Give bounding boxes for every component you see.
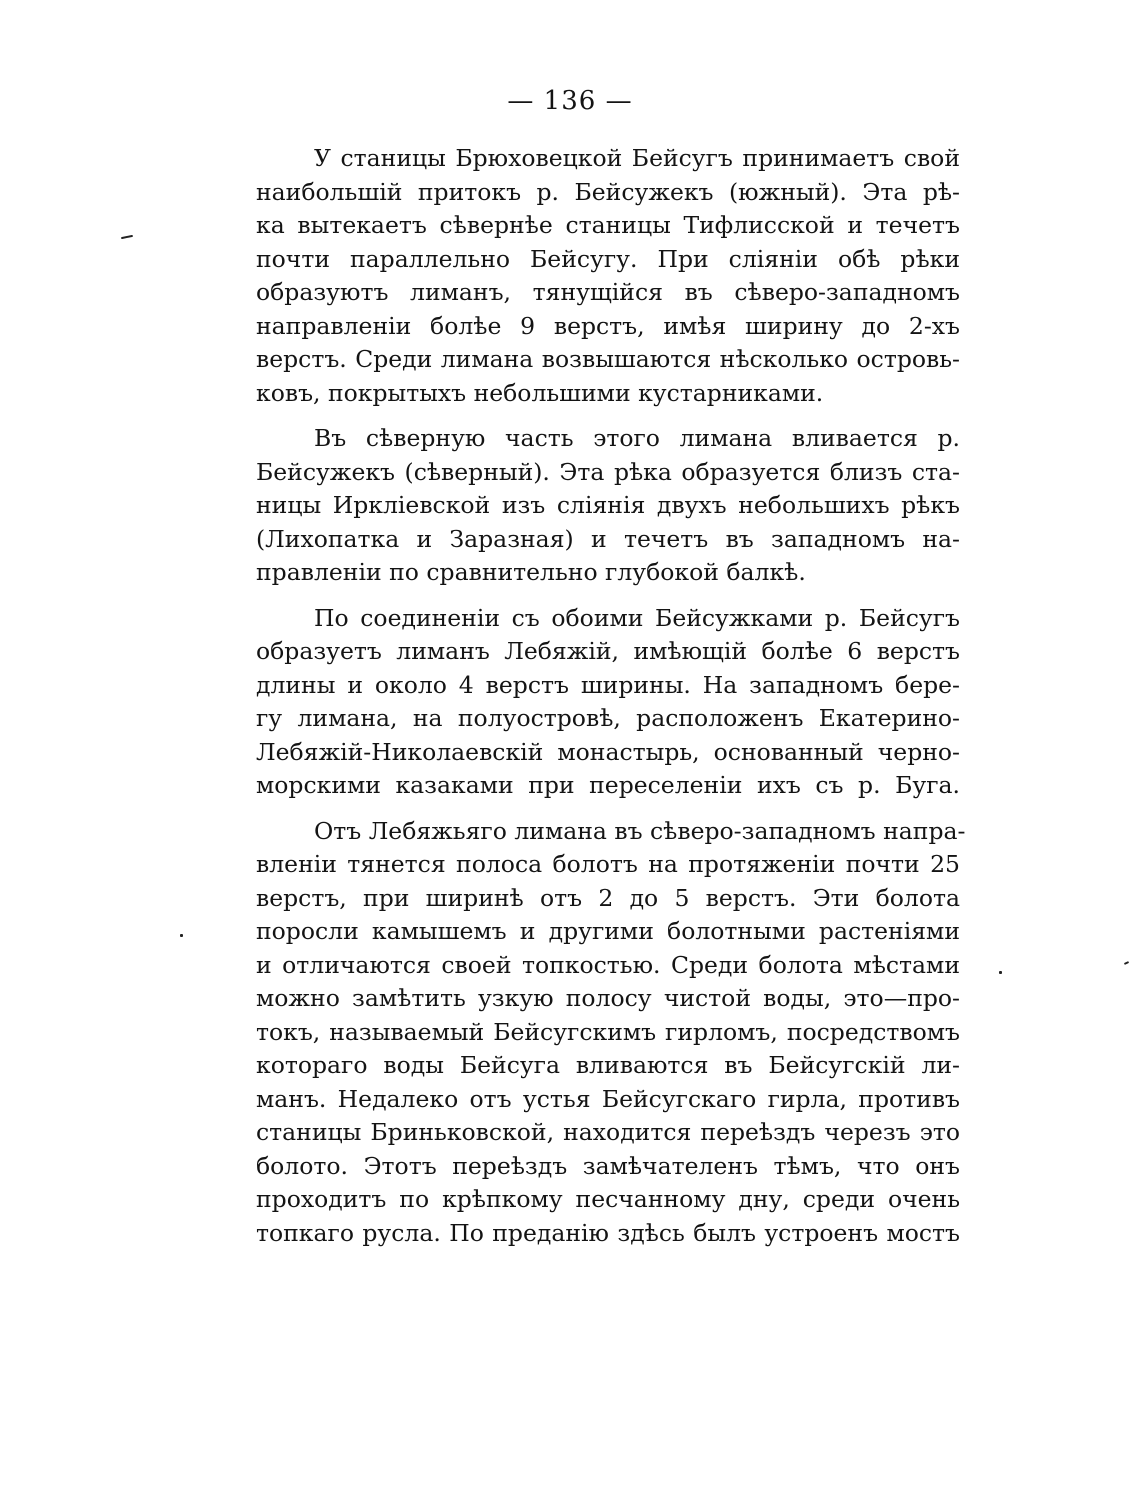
text-line: котораго воды Бейсуга вливаются въ Бейсугскій ли- [256,1051,960,1079]
text-line: поросли камышемъ и другими болотными растеніями [256,917,960,945]
scan-speck [121,235,133,239]
text-line: Лебяжій-Николаевскій монастырь, основанный черно- [256,737,960,766]
scan-speck [1124,961,1129,965]
text-line: ка вытекаетъ сѣвернѣе станицы Тифлисской и течетъ [256,211,960,239]
text-line: ницы Ирклiевской изъ сліянія двухъ небольшихъ рѣкъ [256,491,960,519]
text-line: длины и около 4 верстъ ширины. На западномъ бере- [256,670,960,699]
text-line: токъ, называемый Бейсугскимъ гирломъ, посредствомъ [256,1017,960,1046]
paragraph [256,422,960,590]
text-line: Отъ Лебяжьяго лимана въ сѣверо-западномъ напра- [314,816,966,845]
text-line: гу лимана, на полуостровѣ, расположенъ Екатерино- [256,704,960,732]
text-line: морскими казаками при переселеніи ихъ съ р. Буга. [256,771,960,799]
text-line: образуютъ лиманъ, тянущійся въ сѣверо-западномъ [256,278,960,306]
text-line: вленіи тянется полоса болотъ на протяженіи почти 25 [256,850,960,878]
text-line: верстъ. Среди лимана возвышаются нѣсколько островь- [256,345,960,373]
text-line: манъ. Недалеко отъ устья Бейсугскаго гирла, противъ [256,1084,960,1113]
text-line: У станицы Брюховецкой Бейсугъ принимаетъ свой [314,144,960,172]
paragraph [256,602,960,803]
text-line: Въ сѣверную часть этого лимана вливается р. [314,424,960,452]
text-line: проходитъ по крѣпкому песчанному дну, среди очень [256,1185,960,1213]
text-line: станицы Бриньковской, находится переѣздъ черезъ это [256,1118,960,1146]
text-line: почти параллельно Бейсугу. При сліяніи обѣ рѣки [256,244,960,273]
text-line: болото. Этотъ переѣздъ замѣчателенъ тѣмъ, что онъ [256,1151,960,1180]
paragraph [256,142,960,410]
text-line: направленіи болѣе 9 верстъ, имѣя ширину до 2-хъ [256,311,960,340]
text-line: можно замѣтить узкую полосу чистой воды, это—про- [256,984,960,1012]
text-line: (Лихопатка и Заразная) и течетъ въ западномъ на- [256,524,960,553]
body-text [256,142,966,1250]
text-line: образуетъ лиманъ Лебяжій, имѣющій болѣе 6 верстъ [256,637,960,665]
text-line: правленіи по сравнительно глубокой балкѣ. [256,558,806,586]
scan-speck [180,934,183,937]
text-line: ковъ, покрытыхъ небольшими кустарниками. [256,378,824,407]
scan-speck [999,971,1002,974]
page-number: — 136 — [507,86,633,116]
paragraph [256,815,966,1251]
text-line: По соединеніи съ обоими Бейсужками р. Бейсугъ [314,603,960,632]
text-line: топкаго русла. По преданію здѣсь былъ устроенъ мостъ [256,1218,960,1247]
text-line: наибольшій притокъ р. Бейсужекъ (южный). Эта рѣ- [256,177,960,206]
text-line: верстъ, при ширинѣ отъ 2 до 5 верстъ. Эти болота [256,883,960,912]
text-line: Бейсужекъ (сѣверный). Эта рѣка образуется близъ ста- [256,457,960,486]
text-line: и отличаются своей топкостью. Среди болота мѣстами [256,950,960,979]
